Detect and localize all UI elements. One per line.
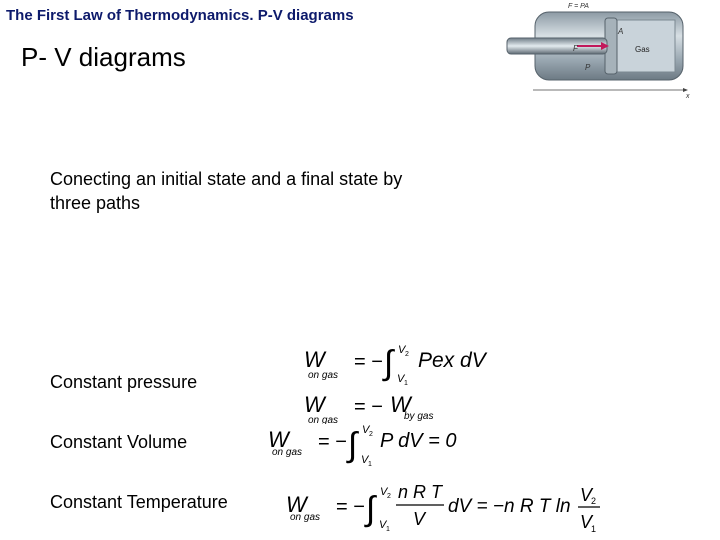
ratio-denominator-sub: 1 <box>591 524 597 534</box>
integral-sign: ∫ <box>348 426 358 464</box>
w-subscript: on gas <box>272 447 303 458</box>
w-subscript: on gas <box>308 370 339 381</box>
upper-limit: V <box>362 424 370 436</box>
equals-minus: = − <box>336 496 365 518</box>
force-pa-label: F = PA <box>568 3 589 10</box>
lower-limit-sub: 1 <box>404 380 408 387</box>
equals-minus: = − <box>318 431 347 453</box>
w-symbol: W <box>286 492 307 517</box>
constant-volume-equation <box>264 420 464 470</box>
constant-pressure-label: Constant pressure <box>50 372 198 392</box>
w-symbol: W <box>304 347 325 372</box>
area-label: A <box>618 27 624 36</box>
gas-label: Gas <box>635 45 650 54</box>
upper-limit-sub: 2 <box>369 431 373 438</box>
x-axis-label: x <box>686 93 690 100</box>
lower-limit: V <box>379 519 387 531</box>
constant-volume-label: Constant Volume <box>50 432 188 452</box>
ratio-numerator-sub: 2 <box>591 496 597 506</box>
upper-limit: V <box>380 486 388 498</box>
w-by-gas-subscript: by gas <box>404 411 434 422</box>
integrand: Pex dV <box>418 349 486 372</box>
constant-temperature-equation <box>282 480 604 538</box>
slide-title: The First Law of Thermodynamics. P-V diagrams <box>6 7 354 24</box>
equals-minus: = − <box>354 351 383 373</box>
upper-limit-sub: 2 <box>387 493 391 500</box>
lower-limit: V <box>361 454 369 466</box>
intro-text: Conecting an initial state and a final state by three paths <box>50 169 403 213</box>
lower-limit-sub: 1 <box>368 461 372 468</box>
x-axis-arrowhead <box>683 88 688 92</box>
w-by-gas-symbol: W <box>390 392 411 417</box>
lower-limit: V <box>397 373 405 385</box>
ratio-numerator: V <box>580 485 593 505</box>
equals-minus: = − <box>354 396 383 418</box>
integrand: P dV = 0 <box>380 430 457 452</box>
piston-cylinder-figure <box>505 0 695 100</box>
force-arrow-label: F <box>573 44 578 53</box>
page-heading: P- V diagrams <box>21 42 186 72</box>
lower-limit-sub: 1 <box>386 526 390 533</box>
constant-temperature-label: Constant Temperature <box>50 492 228 512</box>
fraction-numerator: n R T <box>398 482 443 502</box>
upper-limit: V <box>398 344 406 356</box>
upper-limit-sub: 2 <box>405 351 409 358</box>
pressure-label: P <box>585 63 591 72</box>
general-work-equation <box>300 340 500 390</box>
w-symbol: W <box>304 392 325 417</box>
w-subscript: on gas <box>290 512 321 523</box>
integral-sign: ∫ <box>366 490 376 528</box>
w-symbol: W <box>268 427 289 452</box>
fraction-denominator: V <box>413 509 426 529</box>
w-subscript: on gas <box>308 415 339 424</box>
ratio-denominator: V <box>580 512 593 532</box>
integral-sign: ∫ <box>384 344 394 382</box>
dv-term: dV = −n R T ln <box>448 496 571 517</box>
